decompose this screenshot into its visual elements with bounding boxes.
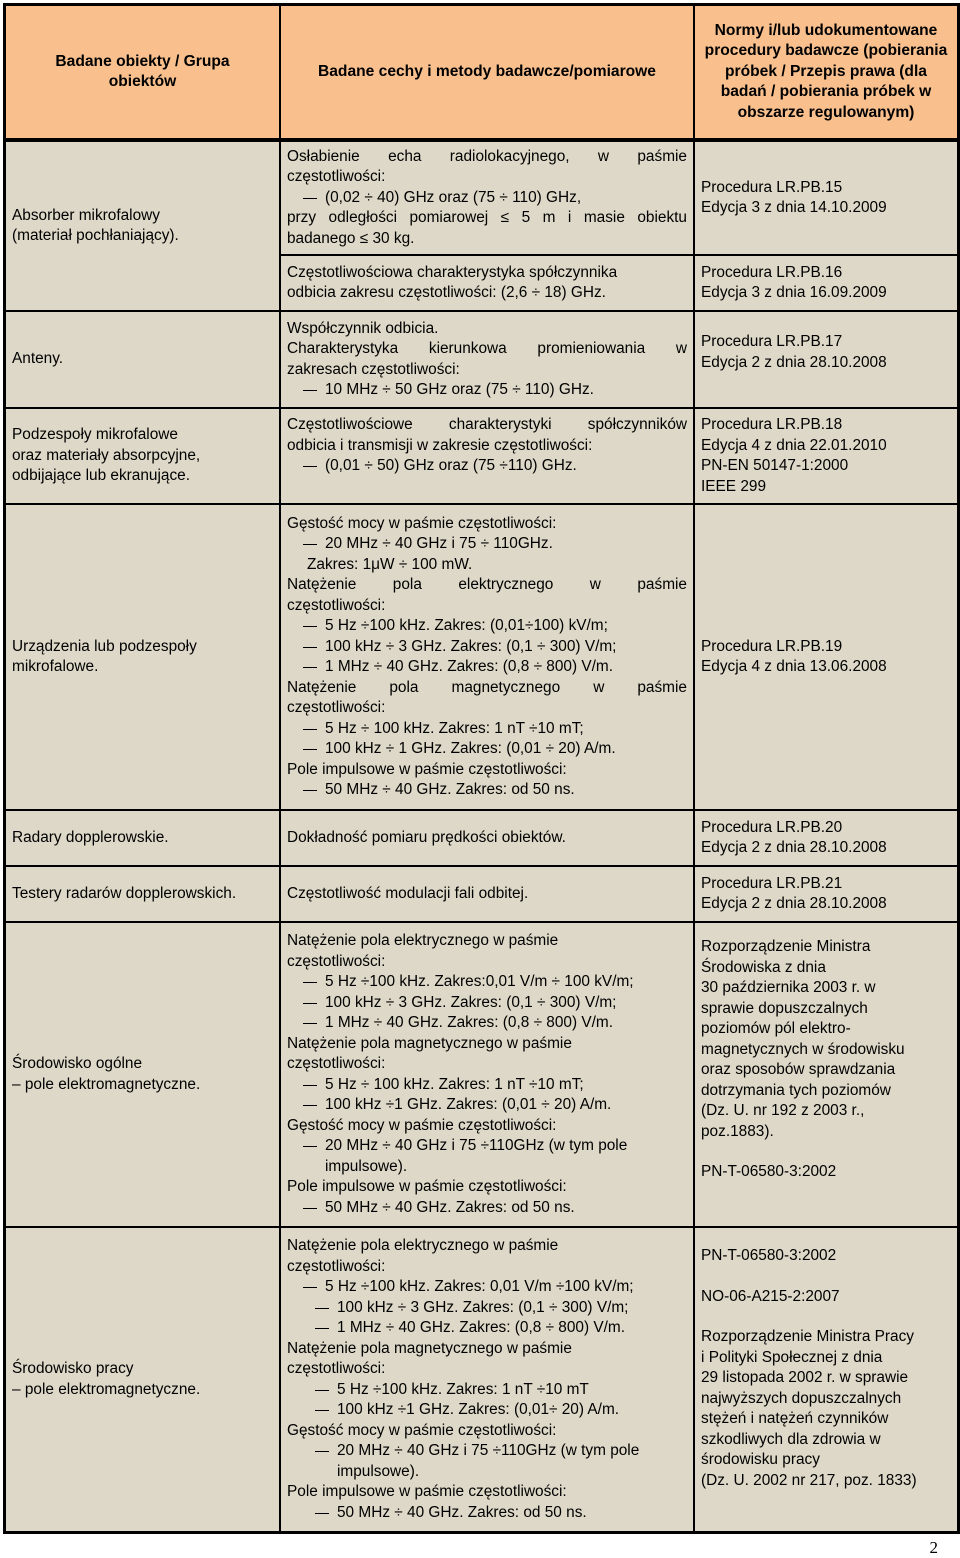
table-row (5, 922, 958, 1227)
procedure-text: 30 października 2003 r. w (701, 979, 876, 996)
method-text: badanego ≤ 30 kg. (287, 229, 415, 247)
method-text: 1 MHz ÷ 40 GHz. Zakres: (0,8 ÷ 800) V/m. (287, 1013, 687, 1034)
method-cell (280, 1227, 694, 1532)
header-methods: Badane cechy i metody badawcze/pomiarowe (280, 5, 694, 141)
procedure-text: Edycja 4 z dnia 13.06.2008 (701, 658, 887, 675)
procedure-text: Edycja 3 z dnia 16.09.2009 (701, 284, 887, 301)
method-text: impulsowe). (325, 1157, 408, 1175)
method-text: 5 Hz ÷ 100 kHz. Zakres: 1 nT ÷10 mT; (287, 719, 687, 740)
method-cell (280, 141, 694, 255)
procedure-text: Procedura LR.PB.15 (701, 178, 843, 196)
method-text: (0,01 ÷ 50) GHz oraz (75 ÷110) GHz. (287, 456, 687, 477)
object-cell (5, 922, 280, 1227)
method-text: zakresach częstotliwości: (287, 360, 460, 378)
object-text: Podzespoły mikrofalowe (12, 426, 178, 444)
object-cell (5, 141, 280, 311)
procedure-cell (694, 408, 958, 504)
procedure-text: magnetycznych w środowisku (701, 1040, 905, 1058)
procedure-text: Procedura LR.PB.20 (701, 818, 843, 836)
procedure-text: Edycja 2 z dnia 28.10.2008 (701, 353, 887, 371)
procedure-cell (694, 255, 958, 311)
procedure-text: poz.1883). (701, 1122, 774, 1140)
method-text: 5 Hz ÷100 kHz. Zakres: (0,01÷100) kV/m; (287, 616, 687, 637)
procedure-text: najwyższych dopuszczalnych (701, 1389, 902, 1407)
procedure-text: Procedura LR.PB.16 (701, 263, 843, 281)
method-text: Charakterystyka kierunkowa promieniowania w (287, 340, 687, 357)
object-text: Testery radarów dopplerowskich. (12, 884, 237, 902)
procedure-cell (694, 311, 958, 408)
object-text: – pole elektromagnetyczne. (12, 1380, 201, 1398)
method-text: odbicia zakresu częstotliwości: (2,6 ÷ 18) GHz. (287, 284, 606, 301)
method-text: 5 Hz ÷100 kHz. Zakres: 0,01 V/m ÷100 kV/m; (287, 1277, 687, 1298)
method-text: 50 MHz ÷ 40 GHz. Zakres: od 50 ns. (287, 780, 687, 801)
method-text: odbicia i transmisji w zakresie częstotliwości: (287, 436, 593, 454)
method-text: Pole impulsowe w paśmie częstotliwości: (287, 760, 567, 778)
method-text: Osłabienie echa radiolokacyjnego, w paśmie (287, 147, 687, 165)
procedure-text: poziomów pól elektro- (701, 1020, 851, 1037)
page-number: 2 (929, 1538, 938, 1557)
object-text: Radary dopplerowskie. (12, 828, 169, 846)
table-row (5, 141, 958, 255)
method-text: 5 Hz ÷100 kHz. Zakres: 1 nT ÷10 mT (287, 1380, 687, 1401)
method-text: Zakres: 1μW ÷ 100 mW. (307, 555, 473, 573)
method-text: częstotliwości: (287, 596, 386, 614)
method-text: 20 MHz ÷ 40 GHz i 75 ÷ 110GHz. (287, 534, 687, 555)
object-text: odbijające lub ekranujące. (12, 467, 190, 485)
procedure-text: Procedura LR.PB.21 (701, 874, 843, 892)
procedure-text: oraz sposobów sprawdzania (701, 1061, 896, 1078)
table-row (5, 1227, 958, 1532)
procedure-text: Edycja 3 z dnia 14.10.2009 (701, 199, 887, 216)
procedure-text: (Dz. U. 2002 nr 217, poz. 1833) (701, 1471, 917, 1489)
method-text: 1 MHz ÷ 40 GHz. Zakres: (0,8 ÷ 800) V/m. (287, 657, 687, 678)
object-text: Anteny. (12, 350, 64, 368)
accreditation-scope-table (3, 3, 960, 1534)
method-text: Pole impulsowe w paśmie częstotliwości: (287, 1483, 567, 1500)
header-row (5, 5, 958, 141)
method-text: 100 kHz ÷ 3 GHz. Zakres: (0,1 ÷ 300) V/m; (287, 1298, 687, 1319)
procedure-text: PN-EN 50147-1:2000 (701, 457, 849, 474)
method-text: (0,02 ÷ 40) GHz oraz (75 ÷ 110) GHz, (287, 188, 687, 209)
method-text: częstotliwości: (287, 168, 386, 186)
method-cell (280, 408, 694, 504)
table-row (5, 810, 958, 866)
method-text: 100 kHz ÷ 3 GHz. Zakres: (0,1 ÷ 300) V/m; (287, 993, 687, 1014)
procedure-text: Procedura LR.PB.19 (701, 637, 843, 655)
method-cell (280, 504, 694, 810)
method-cell (280, 810, 694, 866)
object-text: (materiał pochłaniający). (12, 227, 179, 244)
method-text: częstotliwości: (287, 1257, 386, 1275)
method-text: Gęstość mocy w paśmie częstotliwości: (287, 1116, 557, 1134)
procedure-cell (694, 866, 958, 922)
procedure-text: NO-06-A215-2:2007 (701, 1287, 840, 1305)
procedure-text: Środowiska z dnia (701, 958, 826, 976)
method-text: częstotliwości: (287, 1055, 386, 1072)
procedure-text: PN-T-06580-3:2002 (701, 1247, 837, 1264)
method-text: 50 MHz ÷ 40 GHz. Zakres: od 50 ns. (287, 1503, 687, 1524)
method-text: 100 kHz ÷ 1 GHz. Zakres: (0,01 ÷ 20) A/m. (287, 739, 687, 760)
procedure-text: stężeń i natężeń czynników (701, 1410, 889, 1427)
table-row (5, 408, 958, 504)
procedure-cell (694, 810, 958, 866)
table-row (5, 866, 958, 922)
procedure-text: szkodliwych dla zdrowia w (701, 1430, 881, 1448)
procedure-text: 29 listopada 2002 r. w sprawie (701, 1369, 909, 1386)
method-text: 20 MHz ÷ 40 GHz i 75 ÷110GHz (w tym pole (287, 1136, 687, 1157)
procedure-text: Edycja 2 z dnia 28.10.2008 (701, 895, 887, 912)
header-procedures: Normy i/lub udokumentowane procedury badawcze (pobierania próbek / Przepis prawa (dla badań / pobierania próbek w obszarze regulowanym) (694, 5, 958, 141)
procedure-cell (694, 504, 958, 810)
object-cell (5, 408, 280, 504)
method-text: 100 kHz ÷1 GHz. Zakres: (0,01 ÷ 20) A/m. (287, 1095, 687, 1116)
procedure-text: IEEE 299 (701, 477, 767, 495)
method-text: impulsowe). (337, 1462, 420, 1480)
method-text: 100 kHz ÷1 GHz. Zakres: (0,01÷ 20) A/m. (287, 1400, 687, 1421)
method-text: 20 MHz ÷ 40 GHz i 75 ÷110GHz (w tym pole (287, 1441, 687, 1462)
procedure-cell (694, 141, 958, 255)
object-text: Absorber mikrofalowy (12, 206, 160, 224)
procedure-text: Procedura LR.PB.18 (701, 416, 843, 433)
method-text: Gęstość mocy w paśmie częstotliwości: (287, 1421, 557, 1439)
method-text: 5 Hz ÷ 100 kHz. Zakres: 1 nT ÷10 mT; (287, 1075, 687, 1096)
method-cell (280, 866, 694, 922)
method-text: Natężenie pola magnetycznego w paśmie (287, 678, 687, 696)
object-cell (5, 311, 280, 408)
object-cell (5, 866, 280, 922)
method-text: Natężenie pola elektrycznego w paśmie (287, 576, 687, 593)
procedure-cell (694, 922, 958, 1227)
method-cell (280, 922, 694, 1227)
table-row (5, 311, 958, 408)
procedure-text: sprawie dopuszczalnych (701, 999, 868, 1017)
object-text: Środowisko ogólne (12, 1055, 143, 1072)
object-text: Środowisko pracy (12, 1360, 134, 1377)
procedure-text: Rozporządzenie Ministra (701, 938, 871, 955)
method-text: Natężenie pola magnetycznego w paśmie (287, 1339, 572, 1357)
object-text: Urządzenia lub podzespoły (12, 637, 197, 655)
table-row (5, 504, 958, 810)
method-text: Gęstość mocy w paśmie częstotliwości: (287, 514, 557, 532)
procedure-text: Procedura LR.PB.17 (701, 333, 843, 350)
object-text: oraz materiały absorpcyjne, (12, 446, 201, 464)
method-text: Dokładność pomiaru prędkości obiektów. (287, 828, 566, 846)
procedure-text: dotrzymania tych poziomów (701, 1081, 891, 1099)
method-cell (280, 255, 694, 311)
method-text: 1 MHz ÷ 40 GHz. Zakres: (0,8 ÷ 800) V/m. (287, 1318, 687, 1339)
method-text: Częstotliwość modulacji fali odbitej. (287, 884, 529, 902)
method-text: Natężenie pola elektrycznego w paśmie (287, 1237, 559, 1254)
procedure-text: środowisku pracy (701, 1451, 820, 1468)
method-text: przy odległości pomiarowej ≤ 5 m i masie obiektu (287, 209, 687, 227)
method-text: Pole impulsowe w paśmie częstotliwości: (287, 1178, 567, 1195)
method-text: 50 MHz ÷ 40 GHz. Zakres: od 50 ns. (287, 1198, 687, 1219)
method-text: Częstotliwościowa charakterystyka spółczynnika (287, 263, 618, 281)
method-text: Natężenie pola elektrycznego w paśmie (287, 932, 559, 949)
method-cell (280, 311, 694, 408)
object-cell (5, 504, 280, 810)
object-text: – pole elektromagnetyczne. (12, 1075, 201, 1093)
procedure-text: (Dz. U. nr 192 z 2003 r., (701, 1102, 865, 1119)
procedure-text: PN-T-06580-3:2002 (701, 1163, 837, 1180)
header-objects: Badane obiekty / Grupa obiektów (5, 5, 280, 141)
object-cell (5, 1227, 280, 1532)
method-text: częstotliwości: (287, 952, 386, 970)
procedure-cell (694, 1227, 958, 1532)
method-text: 5 Hz ÷100 kHz. Zakres:0,01 V/m ÷ 100 kV/m; (287, 972, 687, 993)
method-text: częstotliwości: (287, 1360, 386, 1377)
method-text: 10 MHz ÷ 50 GHz oraz (75 ÷ 110) GHz. (287, 380, 687, 401)
method-text: 100 kHz ÷ 3 GHz. Zakres: (0,1 ÷ 300) V/m; (287, 637, 687, 658)
method-text: częstotliwości: (287, 699, 386, 716)
procedure-text: Edycja 2 z dnia 28.10.2008 (701, 839, 887, 856)
method-text: Współczynnik odbicia. (287, 319, 439, 337)
procedure-text: i Polityki Społecznej z dnia (701, 1348, 883, 1366)
object-text: mikrofalowe. (12, 658, 99, 675)
method-text: Częstotliwościowe charakterystyki spółczynników (287, 416, 687, 433)
procedure-text: Edycja 4 z dnia 22.01.2010 (701, 436, 887, 454)
procedure-text: Rozporządzenie Ministra Pracy (701, 1328, 914, 1345)
method-text: Natężenie pola magnetycznego w paśmie (287, 1034, 572, 1052)
object-cell (5, 810, 280, 866)
